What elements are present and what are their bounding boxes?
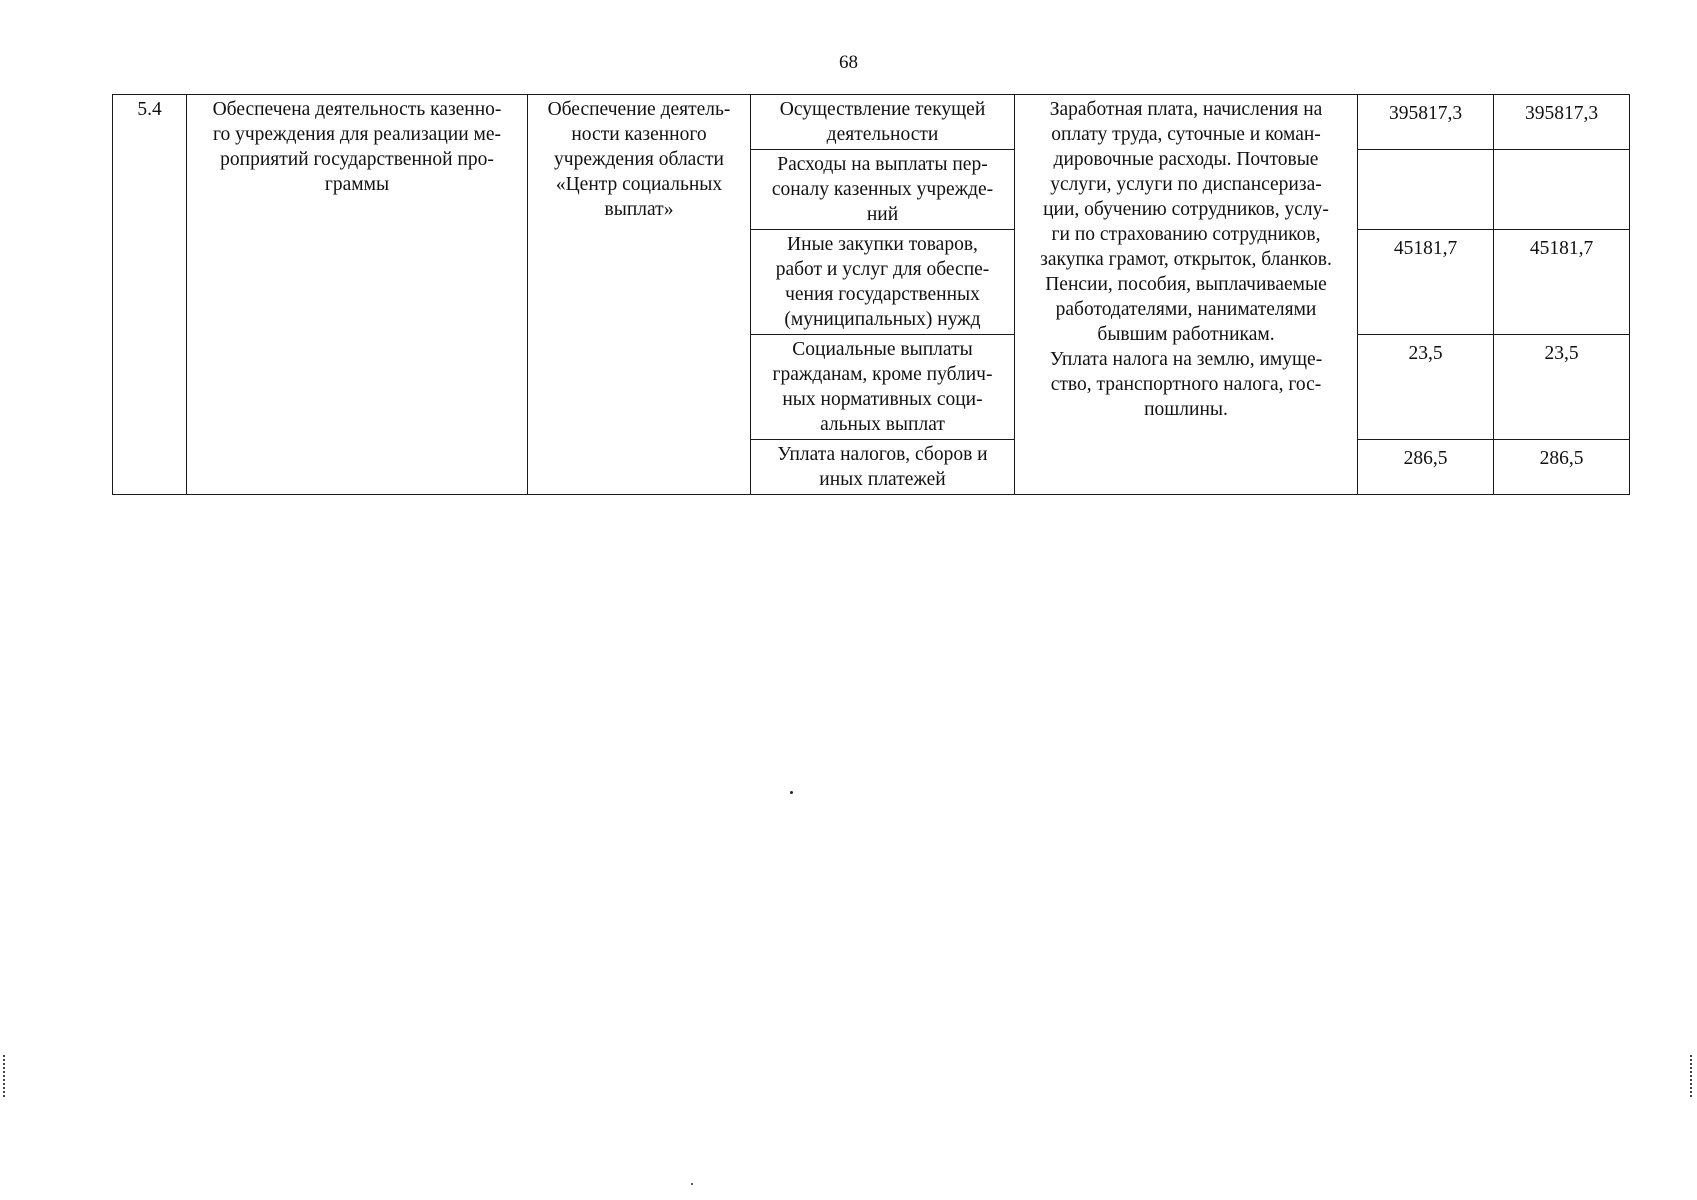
value2-cell <box>1494 150 1630 230</box>
value2: 23,5 <box>1544 343 1579 364</box>
measure-text: Обеспечение деятель- ности казенного учреждения области «Центр социальных выплат» <box>547 99 731 220</box>
row-index-cell <box>113 95 187 495</box>
scan-edge-mark <box>3 1055 7 1097</box>
value2-cell <box>1494 95 1630 150</box>
value2: 45181,7 <box>1529 238 1594 259</box>
expense-type-cell <box>751 230 1015 335</box>
page-number: 68 <box>839 52 858 73</box>
value2-cell <box>1494 230 1630 335</box>
value2-cell <box>1494 335 1630 440</box>
scan-speck <box>691 1183 693 1185</box>
scan-edge-mark <box>1690 1055 1694 1097</box>
value1: 23,5 <box>1408 343 1443 364</box>
value1: 286,5 <box>1403 448 1448 469</box>
table-row <box>113 95 1630 150</box>
value1-cell <box>1358 95 1494 150</box>
scan-speck <box>790 791 793 794</box>
row-index: 5.4 <box>137 99 162 120</box>
value1: 395817,3 <box>1388 103 1463 124</box>
value1-cell <box>1358 150 1494 230</box>
expense-type-cell <box>751 440 1015 495</box>
expense-type-cell <box>751 335 1015 440</box>
value1: 45181,7 <box>1393 238 1458 259</box>
value2-cell <box>1494 440 1630 495</box>
measure-cell <box>528 95 751 495</box>
expense-type: Уплата налогов, сборов и иных платежей <box>777 444 988 490</box>
expense-type: Иные закупки товаров, работ и услуг для обеспе- чения государственных (муниципальных) нужд <box>775 234 990 330</box>
description-cell <box>1015 95 1358 495</box>
value1-cell <box>1358 335 1494 440</box>
program-activity-table <box>112 94 1630 495</box>
expense-type-cell <box>751 150 1015 230</box>
result-cell <box>187 95 528 495</box>
value1-cell <box>1358 440 1494 495</box>
expense-type-cell <box>751 95 1015 150</box>
expense-type: Расходы на выплаты пер- соналу казенных учрежде- ний <box>771 154 994 225</box>
value1-cell <box>1358 230 1494 335</box>
value2: 286,5 <box>1539 448 1584 469</box>
expense-type: Социальные выплаты гражданам, кроме публич- ных нормативных соци- альных выплат <box>772 339 993 435</box>
value2: 395817,3 <box>1524 103 1599 124</box>
result-text: Обеспечена деятельность казенно- го учреждения для реализации ме- роприятий государственной про- граммы <box>212 99 502 195</box>
description-text: Заработная плата, начисления на оплату труда, суточные и коман- дировочные расходы. Почтовые услуги, услуги по диспансериза- ции, обучению сотрудников, услу- ги по страхованию сотрудников, закупка грамот, открыток, бланков. Пенсии, пособия, выплачиваемые работодателями, нанимателями бывшим работникам. Уплата налога на землю, имуще- ство, транспортного налога, гос- пошлины. <box>1040 99 1332 420</box>
expense-type: Осуществление текущей деятельности <box>779 99 986 145</box>
